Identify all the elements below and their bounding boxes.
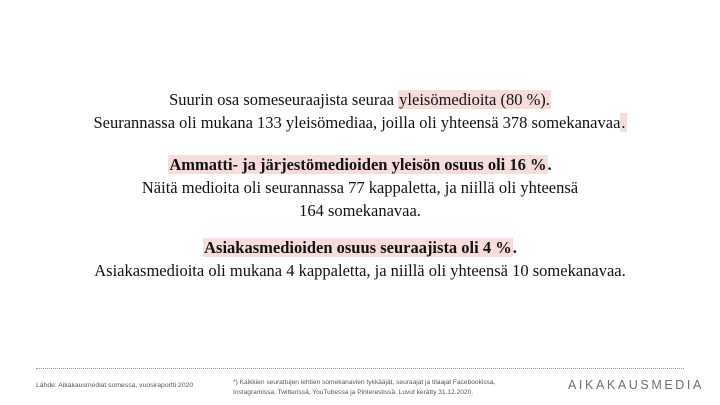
paragraph-2-line-3: 164 somekanavaa. <box>299 201 421 220</box>
footer-divider <box>36 368 684 369</box>
footer-footnote-line-1: *) Kaikkien seurattujen lehtien somekanavien tykkääjät, seuraajat ja tilaajat Facebookissa, <box>233 379 496 386</box>
paragraph-1-line-1 <box>0 88 720 111</box>
footer-source: Lähde: Aikakausmediat somessa, vuosiraportti 2020 <box>36 382 194 389</box>
footer-footnote <box>233 378 563 397</box>
paragraph-1-detail-text: Seurannassa oli mukana 133 yleisömediaa, joilla oli yhteensä 378 somekanavaa <box>93 113 621 132</box>
paragraph-professional-media <box>0 153 720 222</box>
paragraph-3-line-2: Asiakasmedioita oli mukana 4 kappaletta, ja niillä oli yhteensä 10 somekanavaa. <box>94 261 626 280</box>
paragraph-2-period: . <box>547 155 552 174</box>
paragraph-1-period-highlight: . <box>621 113 626 132</box>
paragraph-2-highlight: Ammatti- ja järjestömedioiden yleisön osuus oli 16 % <box>169 155 547 174</box>
paragraph-audience-media <box>0 88 720 134</box>
footer-footnote-line-2: Instagramissa, Twitterissä, YouTubessa ja Pinterestissä. Luvut kerätty 31.12.2020. <box>233 388 474 396</box>
paragraph-1-highlight: yleisömedioita (80 %). <box>399 90 550 109</box>
paragraph-3-period: . <box>512 238 517 257</box>
paragraph-3-line-1 <box>0 236 720 259</box>
paragraph-1-lead-text: Suurin osa someseuraajista seuraa <box>169 90 399 109</box>
paragraph-2-line-2: Näitä medioita oli seurannassa 77 kappaletta, ja niillä oli yhteensä <box>141 178 579 197</box>
aikakausmedia-logo: AIKAKAUSMEDIA <box>568 378 704 392</box>
paragraph-2-line-1 <box>0 153 720 176</box>
paragraph-customer-media <box>0 236 720 282</box>
paragraph-3-highlight: Asiakasmedioiden osuus seuraajista oli 4 % <box>204 238 512 257</box>
paragraph-1-line-2 <box>0 111 720 134</box>
